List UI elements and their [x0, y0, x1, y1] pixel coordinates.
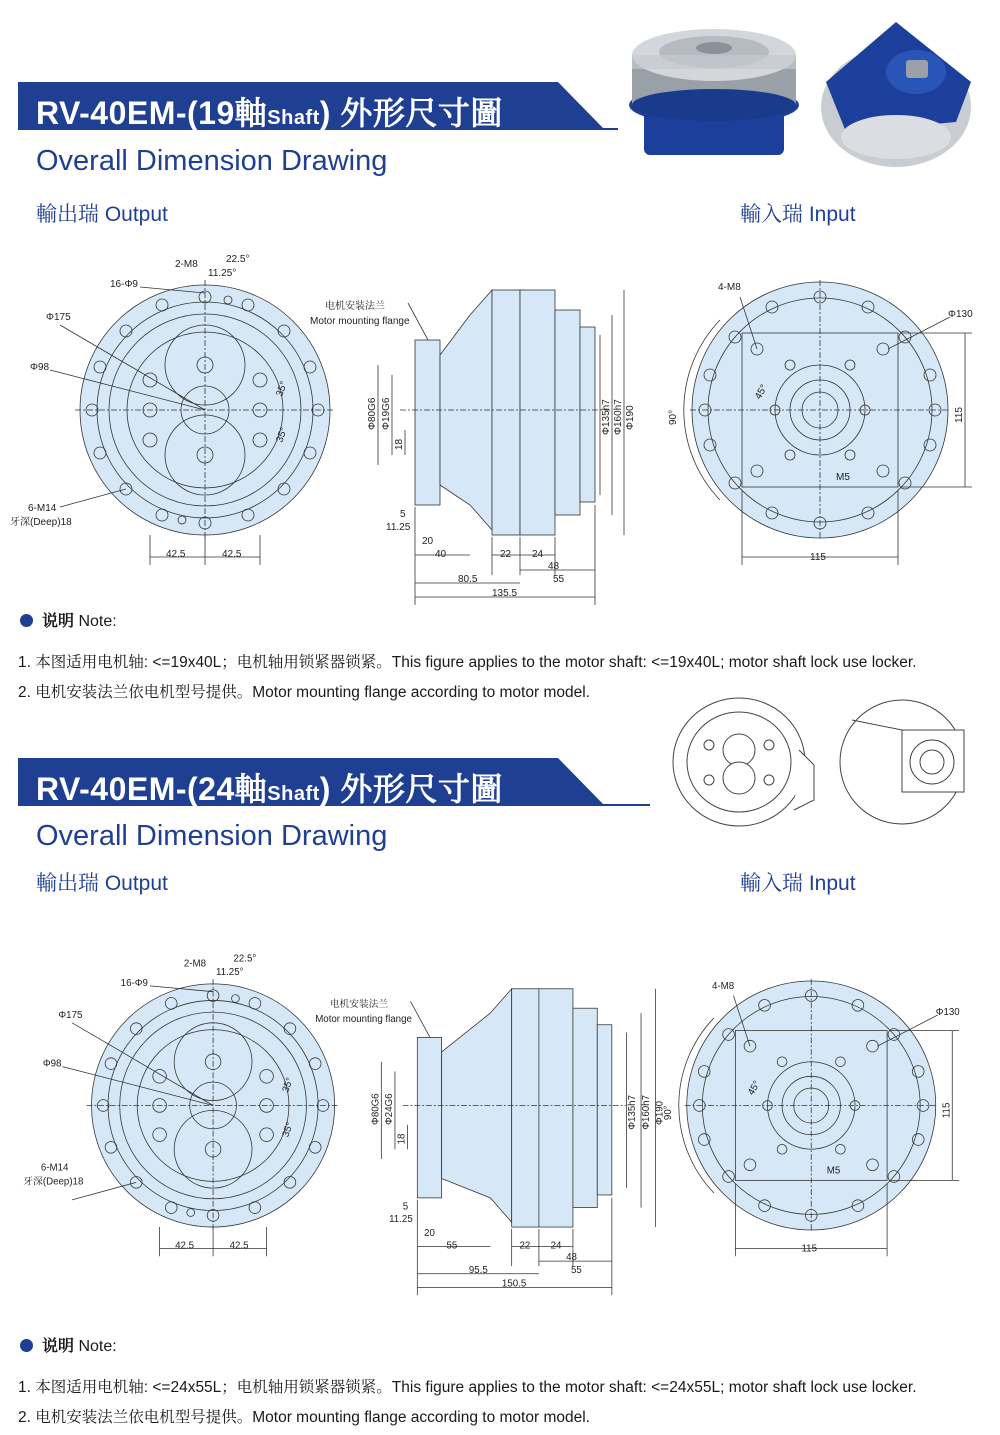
dim-2-m8: 2-M8	[175, 259, 198, 270]
dim-11-25-deg: 11.25°	[208, 268, 237, 279]
dim-phi98: Φ98	[42, 1058, 62, 1070]
dim-95-5: 95.5	[468, 1264, 488, 1276]
section2-dimension-drawing	[0, 945, 1000, 1300]
dim-135-5: 135.5	[492, 588, 518, 599]
dim-18: 18	[396, 1133, 408, 1145]
dim-42-5-a: 42.5	[175, 1240, 195, 1252]
dim-phi160h7: Φ160h7	[640, 1095, 652, 1130]
dim-m5: M5	[826, 1165, 841, 1177]
dim-phi130: Φ130	[948, 309, 973, 320]
dim-20: 20	[424, 1227, 435, 1239]
product-sketch-output-side	[664, 690, 824, 835]
dim-phi98: Φ98	[30, 362, 50, 373]
dim-22: 22	[500, 549, 512, 560]
dim-phi130: Φ130	[935, 1007, 960, 1019]
dim-55-flange: 55	[446, 1240, 458, 1252]
dim-48: 48	[548, 561, 560, 572]
product-photo-output-side	[624, 10, 804, 170]
dim-22-5-deg: 22.5°	[226, 254, 250, 265]
dim-80-5: 80.5	[458, 574, 478, 585]
dim-phi80g6: Φ80G6	[367, 397, 378, 430]
dim-11-25-deg: 11.25°	[216, 967, 244, 979]
section1-title-banner	[18, 82, 658, 130]
dim-phi190: Φ190	[625, 405, 636, 430]
dim-42-5-a: 42.5	[166, 549, 186, 560]
dim-16-phi9: 16-Φ9	[110, 279, 138, 290]
section2-note-heading: 说明 Note:	[20, 1333, 117, 1356]
section2-note-2: 2. 电机安装法兰依电机型号提供。Motor mounting flange according to motor model.	[18, 1409, 590, 1426]
section1-note-heading: 说明 Note:	[20, 608, 117, 631]
section1-note-1: 1. 本图适用电机轴: <=19x40L；电机轴用锁紧器锁紧。This figure applies to the motor shaft: <=19x40L; motor shaft lock use locker.	[18, 654, 917, 671]
dim-6-m14: 6-M14	[28, 503, 57, 514]
dim-40: 40	[435, 549, 447, 560]
dim-flange-cn: 电机安装法兰	[325, 301, 385, 312]
section2-input-label: 輸入瑞 Input	[740, 872, 856, 895]
dim-phi24g6: Φ24G6	[384, 1093, 396, 1125]
section2-subtitle: Overall Dimension Drawing	[36, 820, 388, 852]
dim-35-deg-a: 35°	[280, 1076, 296, 1094]
dim-35-deg-b: 35°	[280, 1121, 296, 1139]
dim-phi175: Φ175	[58, 1009, 83, 1021]
dim-45-deg: 45°	[753, 382, 771, 402]
dim-11-25: 11.25	[389, 1214, 413, 1226]
dim-phi19g6: Φ19G6	[381, 397, 392, 430]
section2-title-banner	[18, 758, 658, 806]
dim-16-phi9: 16-Φ9	[120, 977, 148, 989]
section2-output-label: 輸出瑞 Output	[36, 872, 168, 895]
dim-18: 18	[394, 438, 405, 450]
dim-5: 5	[402, 1201, 409, 1213]
output-view	[62, 979, 339, 1256]
dim-phi80g6: Φ80G6	[370, 1093, 382, 1125]
input-view	[684, 280, 972, 565]
section2-note-1: 1. 本图适用电机轴: <=24x55L；电机轴用锁紧器锁紧。This figure applies to the motor shaft: <=24x55L; motor shaft lock use locker.	[18, 1379, 917, 1396]
dim-115-vertical: 115	[941, 1102, 953, 1119]
section1-dimension-drawing	[0, 245, 1000, 610]
dim-55: 55	[571, 1264, 582, 1276]
product-photo-input-side	[806, 12, 976, 172]
dim-phi175: Φ175	[46, 312, 71, 323]
dim-phi160h7: Φ160h7	[613, 399, 624, 435]
dim-150-5: 150.5	[501, 1278, 527, 1290]
dim-90-deg: 90°	[663, 1105, 675, 1121]
dim-48: 48	[566, 1252, 577, 1264]
section1-subtitle: Overall Dimension Drawing	[36, 145, 388, 177]
dim-24: 24	[532, 549, 544, 560]
dim-flange-cn: 电机安装法兰	[329, 999, 389, 1011]
output-view	[50, 280, 335, 565]
section1-title: RV-40EM-(19軸Shaft) 外形尺寸圖	[36, 95, 503, 131]
dim-45-deg: 45°	[745, 1079, 763, 1098]
section2-title: RV-40EM-(24軸Shaft) 外形尺寸圖	[36, 771, 503, 807]
dim-6-m14: 6-M14	[40, 1162, 69, 1174]
dim-5: 5	[400, 509, 406, 520]
side-view	[381, 989, 655, 1295]
dim-20: 20	[422, 536, 434, 547]
section1-input-label: 輸入瑞 Input	[740, 203, 856, 226]
dim-thread-depth: 牙深(Deep)18	[10, 517, 72, 528]
dim-22-5-deg: 22.5°	[233, 953, 257, 965]
dim-m5: M5	[836, 472, 850, 483]
dim-22: 22	[519, 1240, 531, 1252]
bullet-dot-icon	[20, 1339, 33, 1352]
dim-115-horizontal: 115	[810, 552, 826, 563]
dim-4-m8: 4-M8	[712, 980, 735, 992]
product-sketch-input-side	[832, 690, 982, 835]
dim-flange-en: Motor mounting flange	[315, 1013, 412, 1025]
dim-11-25: 11.25	[386, 522, 411, 533]
dim-2-m8: 2-M8	[183, 958, 207, 970]
dim-115-vertical: 115	[954, 407, 965, 423]
dim-24: 24	[550, 1240, 562, 1252]
dim-4-m8: 4-M8	[718, 282, 741, 293]
dim-42-5-b: 42.5	[229, 1240, 249, 1252]
dim-phi135h7: Φ135h7	[627, 1095, 639, 1130]
dim-90-deg: 90°	[668, 409, 679, 425]
input-view	[679, 979, 959, 1256]
dim-42-5-b: 42.5	[222, 549, 242, 560]
dim-phi190: Φ190	[654, 1100, 666, 1125]
dim-35-deg-a: 35°	[274, 380, 290, 399]
dim-35-deg-b: 35°	[274, 426, 290, 445]
dim-phi135h7: Φ135h7	[601, 399, 612, 435]
section1-output-label: 輸出瑞 Output	[36, 203, 168, 226]
dim-thread-depth: 牙深(Deep)18	[23, 1176, 84, 1188]
dim-55: 55	[553, 574, 565, 585]
dim-flange-en: Motor mounting flange	[310, 316, 410, 327]
dim-115-horizontal: 115	[801, 1243, 818, 1255]
section1-note-2: 2. 电机安装法兰依电机型号提供。Motor mounting flange according to motor model.	[18, 684, 590, 701]
bullet-dot-icon	[20, 614, 33, 627]
